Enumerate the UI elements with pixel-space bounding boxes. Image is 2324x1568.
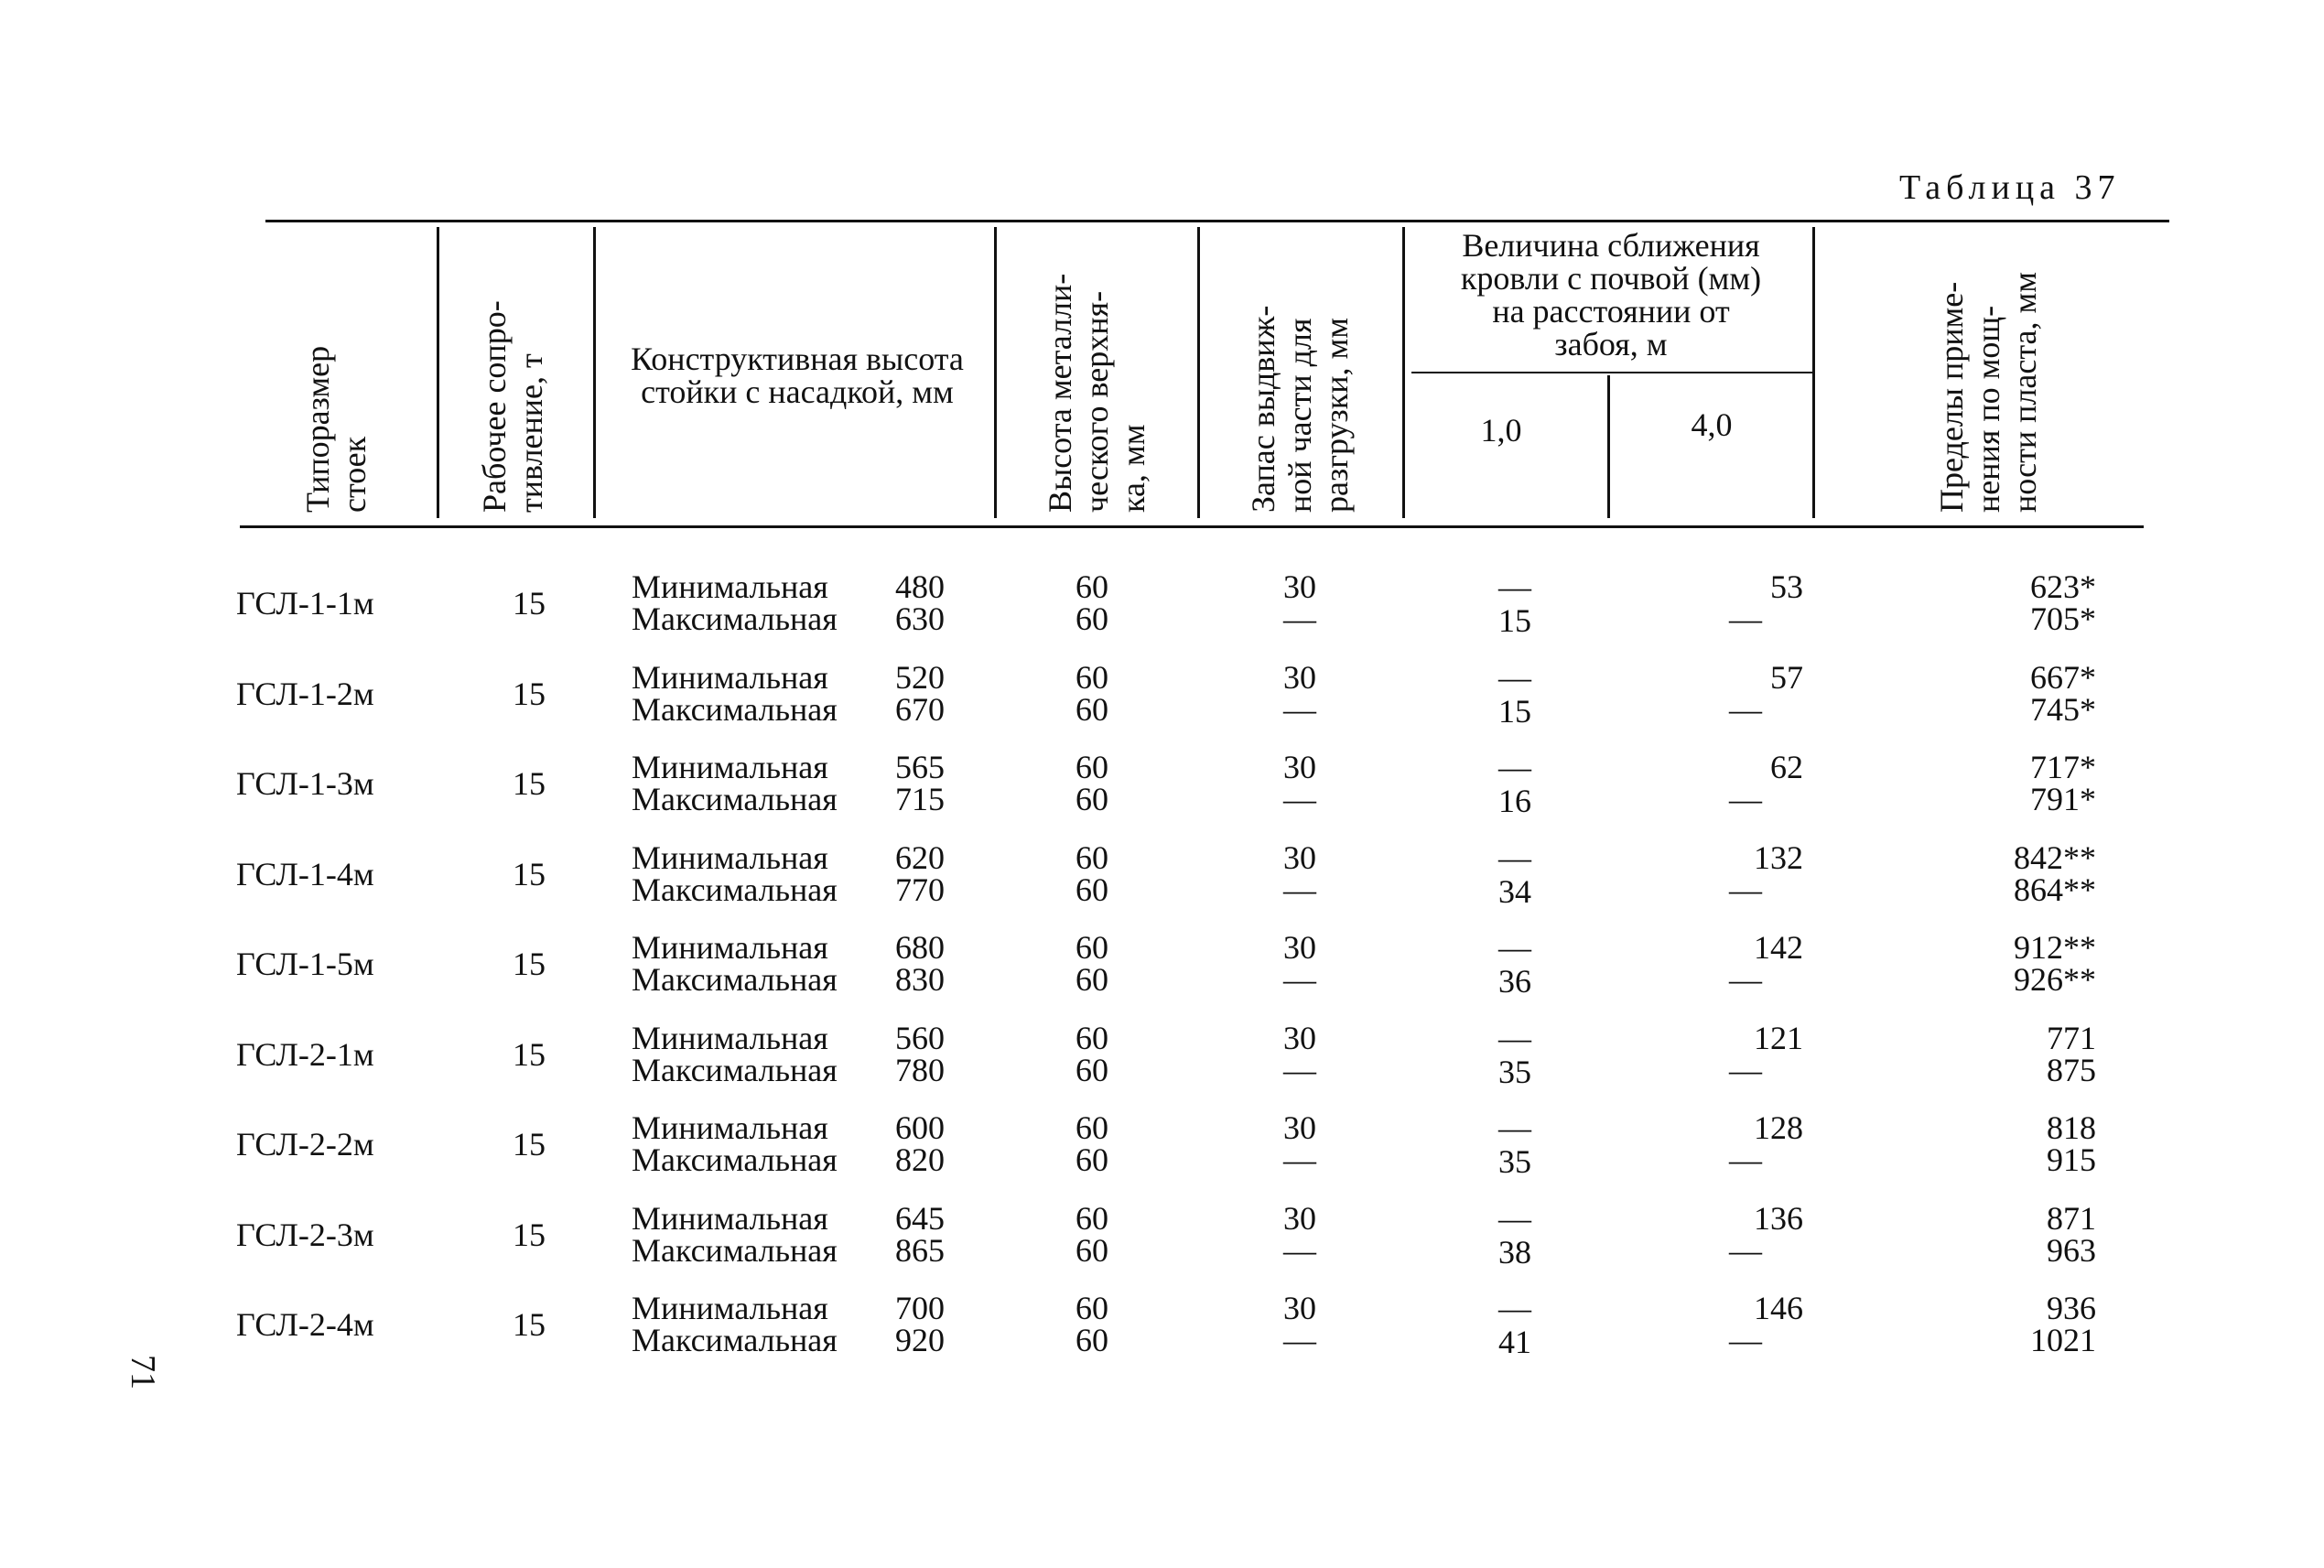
cell-resistance: 15 xyxy=(513,946,546,982)
cell-metal-max: 60 xyxy=(1076,1141,1108,1178)
cell-metal-max: 60 xyxy=(1076,1052,1108,1088)
cell-max-h: 830 xyxy=(895,961,945,998)
cell-lim-max: 915 xyxy=(2047,1141,2096,1178)
cell-metal-min: 60 xyxy=(1076,1020,1108,1056)
cell-reserve-max: — xyxy=(1283,1052,1316,1088)
table-row xyxy=(0,570,2324,643)
cell-max-h: 715 xyxy=(895,781,945,817)
cell-d1-min: — xyxy=(1498,1020,1531,1056)
table-row xyxy=(0,751,2324,824)
cell-reserve-max: — xyxy=(1283,600,1316,637)
cell-d4-max: — xyxy=(1729,600,1762,637)
table-row xyxy=(0,1022,2324,1095)
cell-min-h: 560 xyxy=(895,1020,945,1056)
cell-max-label: Максимальная xyxy=(632,871,838,908)
cell-lim-min: 623* xyxy=(2030,568,2096,605)
cell-min-h: 700 xyxy=(895,1290,945,1326)
cell-reserve-min: 30 xyxy=(1283,1109,1316,1146)
table-row xyxy=(0,1292,2324,1365)
cell-lim-min: 717* xyxy=(2030,749,2096,785)
col-divider-1 xyxy=(437,227,439,518)
cell-reserve-max: — xyxy=(1283,1232,1316,1269)
cell-d4-max: — xyxy=(1729,1322,1762,1358)
cell-max-label: Максимальная xyxy=(632,600,838,637)
cell-d4-max: — xyxy=(1729,1141,1762,1178)
cell-max-label: Максимальная xyxy=(632,781,838,817)
cell-d1-max: 41 xyxy=(1498,1324,1531,1360)
cell-max-h: 920 xyxy=(895,1322,945,1358)
header-convergence-1m: 1,0 xyxy=(1480,412,1522,449)
cell-d4-min: 142 xyxy=(1754,929,1803,966)
cell-metal-min: 60 xyxy=(1076,659,1108,696)
cell-d1-max: 36 xyxy=(1498,963,1531,1000)
cell-d1-min: — xyxy=(1498,659,1531,696)
cell-min-label: Минимальная xyxy=(632,1200,828,1237)
cell-lim-max: 875 xyxy=(2047,1052,2096,1088)
cell-min-label: Минимальная xyxy=(632,568,828,605)
header-resistance: Рабочее сопро- тивление, т xyxy=(476,300,549,513)
header-reserve: Запас выдвиж- ной части для разгрузки, мм xyxy=(1245,305,1355,513)
cell-d4-min: 132 xyxy=(1754,839,1803,876)
cell-lim-max: 963 xyxy=(2047,1232,2096,1269)
cell-max-h: 670 xyxy=(895,691,945,728)
cell-d4-max: — xyxy=(1729,1232,1762,1269)
cell-min-label: Минимальная xyxy=(632,1109,828,1146)
col-divider-5 xyxy=(1402,227,1405,518)
header-convergence: Величина сближения кровли с почвой (мм) на расстоянии от забоя, м xyxy=(1460,227,1762,362)
cell-min-label: Минимальная xyxy=(632,1020,828,1056)
cell-min-h: 520 xyxy=(895,659,945,696)
cell-d1-max: 35 xyxy=(1498,1054,1531,1090)
cell-lim-min: 871 xyxy=(2047,1200,2096,1237)
cell-lim-min: 842** xyxy=(2014,839,2096,876)
table-row xyxy=(0,661,2324,734)
cell-d4-max: — xyxy=(1729,691,1762,728)
cell-type: ГСЛ-2-4м xyxy=(236,1306,374,1343)
cell-reserve-min: 30 xyxy=(1283,839,1316,876)
cell-min-h: 680 xyxy=(895,929,945,966)
cell-reserve-max: — xyxy=(1283,871,1316,908)
cell-lim-max: 1021 xyxy=(2030,1322,2096,1358)
table-row xyxy=(0,1111,2324,1184)
cell-lim-max: 864** xyxy=(2014,871,2096,908)
cell-reserve-min: 30 xyxy=(1283,1020,1316,1056)
cell-resistance: 15 xyxy=(513,1126,546,1162)
cell-metal-max: 60 xyxy=(1076,1232,1108,1269)
cell-d4-min: 128 xyxy=(1754,1109,1803,1146)
cell-lim-max: 926** xyxy=(2014,961,2096,998)
cell-metal-min: 60 xyxy=(1076,749,1108,785)
cell-d1-min: — xyxy=(1498,749,1531,785)
cell-min-h: 620 xyxy=(895,839,945,876)
cell-min-label: Минимальная xyxy=(632,659,828,696)
cell-metal-max: 60 xyxy=(1076,961,1108,998)
cell-metal-min: 60 xyxy=(1076,1109,1108,1146)
cell-max-label: Максимальная xyxy=(632,1232,838,1269)
cell-metal-max: 60 xyxy=(1076,600,1108,637)
cell-d4-max: — xyxy=(1729,961,1762,998)
cell-lim-min: 912** xyxy=(2014,929,2096,966)
cell-lim-min: 771 xyxy=(2047,1020,2096,1056)
cell-lim-min: 667* xyxy=(2030,659,2096,696)
cell-metal-min: 60 xyxy=(1076,568,1108,605)
cell-resistance: 15 xyxy=(513,1036,546,1073)
cell-d1-max: 38 xyxy=(1498,1234,1531,1271)
cell-resistance: 15 xyxy=(513,856,546,892)
cell-metal-max: 60 xyxy=(1076,871,1108,908)
cell-resistance: 15 xyxy=(513,765,546,802)
cell-d4-max: — xyxy=(1729,871,1762,908)
cell-d4-max: — xyxy=(1729,1052,1762,1088)
header-bottom-rule xyxy=(240,525,2144,528)
cell-d4-min: 57 xyxy=(1770,659,1803,696)
header-type: Типоразмер стоек xyxy=(299,345,373,513)
cell-resistance: 15 xyxy=(513,1306,546,1343)
cell-min-h: 600 xyxy=(895,1109,945,1146)
cell-max-h: 820 xyxy=(895,1141,945,1178)
cell-type: ГСЛ-1-4м xyxy=(236,856,374,892)
cell-min-h: 565 xyxy=(895,749,945,785)
cell-metal-min: 60 xyxy=(1076,929,1108,966)
header-constructive-height: Конструктивная высота стойки с насадкой, мм xyxy=(631,341,964,410)
cell-reserve-max: — xyxy=(1283,961,1316,998)
cell-lim-min: 818 xyxy=(2047,1109,2096,1146)
cell-d1-max: 16 xyxy=(1498,783,1531,819)
cell-min-label: Минимальная xyxy=(632,839,828,876)
header-limits: Пределы приме- нения по мощ- ности пласта, мм xyxy=(1933,271,2043,513)
page-number: 71 xyxy=(124,1355,162,1390)
cell-resistance: 15 xyxy=(513,676,546,712)
cell-metal-max: 60 xyxy=(1076,781,1108,817)
cell-type: ГСЛ-2-2м xyxy=(236,1126,374,1162)
col-divider-4 xyxy=(1197,227,1200,518)
cell-d1-min: — xyxy=(1498,839,1531,876)
col-divider-2 xyxy=(593,227,596,518)
cell-min-h: 645 xyxy=(895,1200,945,1237)
table-row xyxy=(0,841,2324,914)
cell-max-h: 770 xyxy=(895,871,945,908)
cell-max-label: Максимальная xyxy=(632,961,838,998)
cell-lim-min: 936 xyxy=(2047,1290,2096,1326)
cell-reserve-min: 30 xyxy=(1283,568,1316,605)
table-caption: Таблица 37 xyxy=(1899,168,2121,207)
cell-type: ГСЛ-1-2м xyxy=(236,676,374,712)
cell-d4-min: 53 xyxy=(1770,568,1803,605)
cell-lim-max: 791* xyxy=(2030,781,2096,817)
header-metal-height: Высота металли- ческого верхня- ка, мм xyxy=(1042,273,1151,513)
cell-reserve-min: 30 xyxy=(1283,659,1316,696)
cell-resistance: 15 xyxy=(513,1217,546,1253)
cell-type: ГСЛ-1-1м xyxy=(236,585,374,622)
cell-reserve-max: — xyxy=(1283,691,1316,728)
cell-d1-min: — xyxy=(1498,568,1531,605)
cell-d4-min: 62 xyxy=(1770,749,1803,785)
cell-min-label: Минимальная xyxy=(632,1290,828,1326)
table-row xyxy=(0,1202,2324,1275)
cell-max-h: 780 xyxy=(895,1052,945,1088)
cell-d1-min: — xyxy=(1498,929,1531,966)
cell-d4-min: 121 xyxy=(1754,1020,1803,1056)
cell-max-label: Максимальная xyxy=(632,1052,838,1088)
cell-type: ГСЛ-1-5м xyxy=(236,946,374,982)
col-divider-6 xyxy=(1607,375,1610,518)
cell-d1-max: 34 xyxy=(1498,873,1531,910)
convergence-sub-rule xyxy=(1411,372,1814,373)
cell-d1-min: — xyxy=(1498,1109,1531,1146)
cell-resistance: 15 xyxy=(513,585,546,622)
cell-min-h: 480 xyxy=(895,568,945,605)
cell-metal-min: 60 xyxy=(1076,1290,1108,1326)
cell-type: ГСЛ-2-3м xyxy=(236,1217,374,1253)
cell-type: ГСЛ-1-3м xyxy=(236,765,374,802)
cell-type: ГСЛ-2-1м xyxy=(236,1036,374,1073)
cell-metal-min: 60 xyxy=(1076,839,1108,876)
cell-lim-max: 705* xyxy=(2030,600,2096,637)
cell-reserve-max: — xyxy=(1283,1141,1316,1178)
cell-reserve-max: — xyxy=(1283,1322,1316,1358)
cell-reserve-min: 30 xyxy=(1283,929,1316,966)
cell-max-label: Максимальная xyxy=(632,691,838,728)
table-row xyxy=(0,931,2324,1004)
cell-d1-max: 15 xyxy=(1498,602,1531,639)
cell-d4-min: 146 xyxy=(1754,1290,1803,1326)
cell-max-label: Максимальная xyxy=(632,1141,838,1178)
cell-reserve-max: — xyxy=(1283,781,1316,817)
cell-min-label: Минимальная xyxy=(632,749,828,785)
cell-metal-min: 60 xyxy=(1076,1200,1108,1237)
header-convergence-4m: 4,0 xyxy=(1691,406,1733,443)
cell-min-label: Минимальная xyxy=(632,929,828,966)
cell-d1-max: 15 xyxy=(1498,693,1531,730)
col-divider-7 xyxy=(1812,227,1815,518)
cell-d4-max: — xyxy=(1729,781,1762,817)
cell-max-h: 630 xyxy=(895,600,945,637)
cell-d4-min: 136 xyxy=(1754,1200,1803,1237)
table-top-rule xyxy=(265,220,2169,222)
cell-reserve-min: 30 xyxy=(1283,1200,1316,1237)
cell-d1-min: — xyxy=(1498,1200,1531,1237)
cell-max-h: 865 xyxy=(895,1232,945,1269)
cell-metal-max: 60 xyxy=(1076,691,1108,728)
cell-metal-max: 60 xyxy=(1076,1322,1108,1358)
cell-max-label: Максимальная xyxy=(632,1322,838,1358)
cell-reserve-min: 30 xyxy=(1283,749,1316,785)
cell-lim-max: 745* xyxy=(2030,691,2096,728)
cell-d1-min: — xyxy=(1498,1290,1531,1326)
cell-reserve-min: 30 xyxy=(1283,1290,1316,1326)
cell-d1-max: 35 xyxy=(1498,1143,1531,1180)
